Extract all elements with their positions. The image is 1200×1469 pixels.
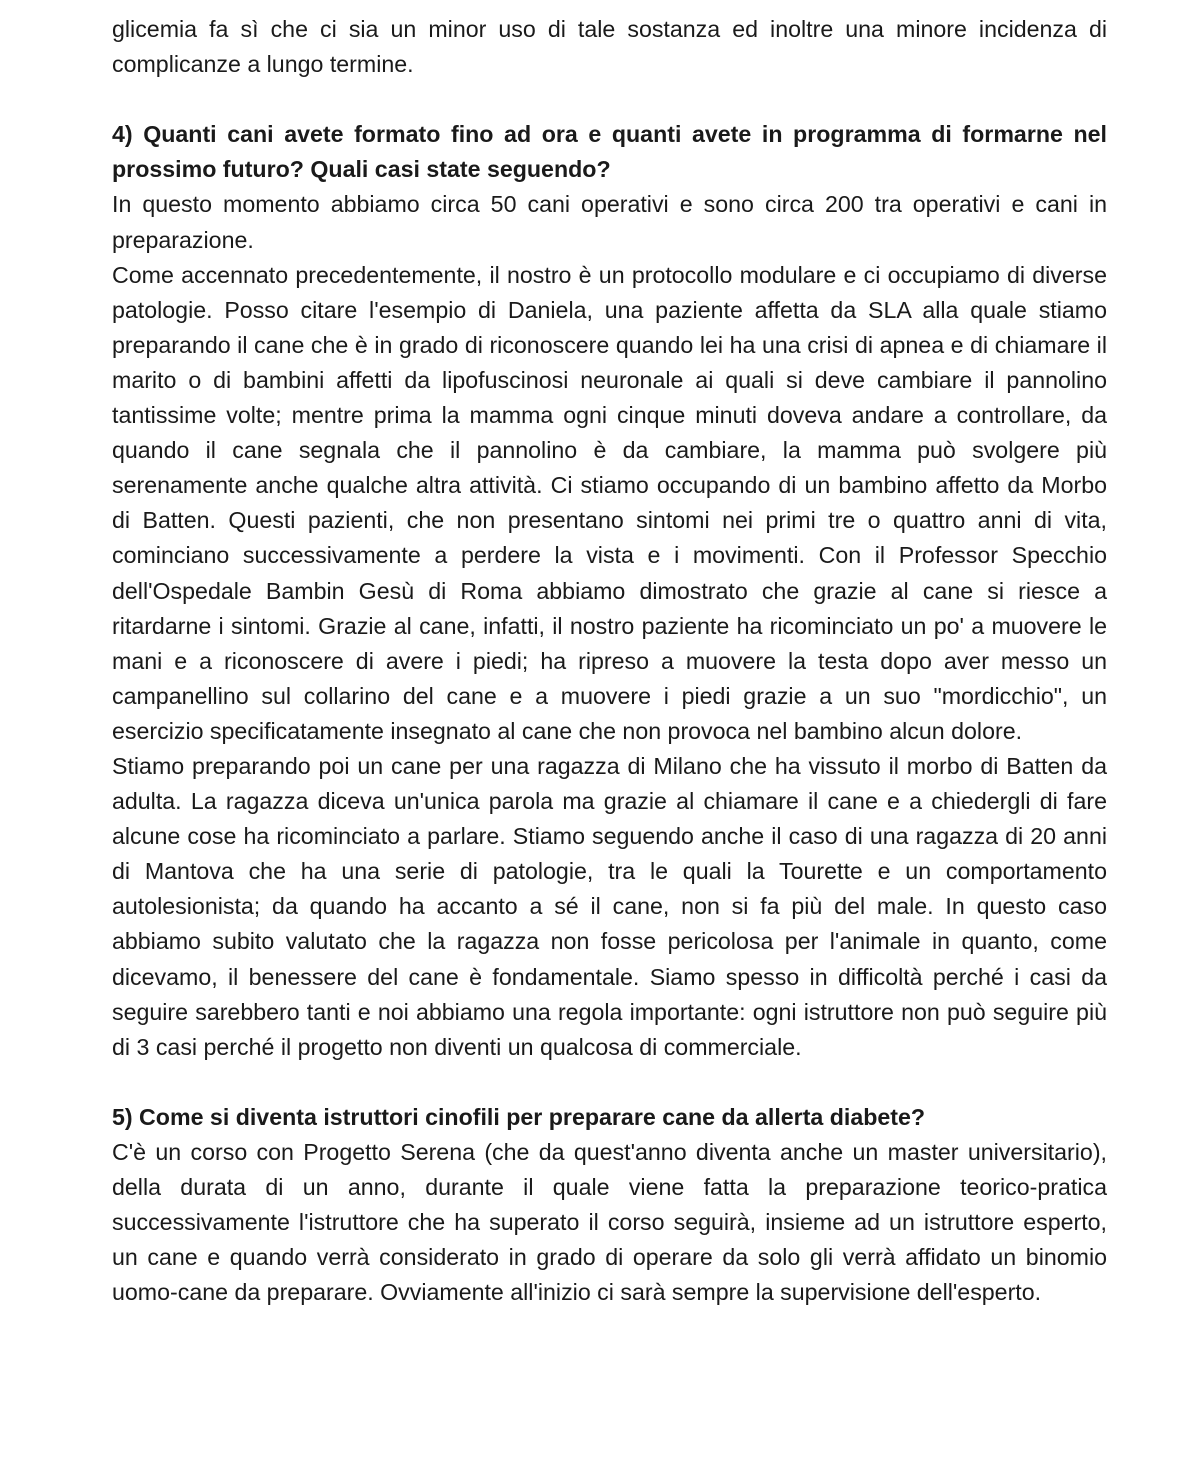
answer-4-paragraph-1: In questo momento abbiamo circa 50 cani operativi e sono circa 200 tra operativi e cani in preparazione. [112, 191, 1107, 253]
answer-4-paragraph-2: Come accennato precedentemente, il nostro è un protocollo modulare e ci occupiamo di diverse patologie. Posso citare l'esempio di Daniela, una paziente affetta da SLA alla quale stiamo preparando il cane che è in grado di riconoscere quando lei ha una crisi di apnea e di chiamare il marito o di bambini affetti da lipofuscinosi neuronale ai quali si deve cambiare il pannolino tantissime volte; mentre prima la mamma ogni cinque minuti doveva andare a controllare, da quando il cane segnala che il pannolino è da cambiare, la mamma può svolgere più serenamente anche qualche altra attività. Ci stiamo occupando di un bambino affetto da Morbo di Batten. Questi pazienti, che non presentano sintomi nei primi tre o quattro anni di vita, cominciano successivamente a perdere la vista e i movimenti. Con il Professor Specchio dell'Ospedale Bambin Gesù di Roma abbiamo dimostrato che grazie al cane si riesce a ritardarne i sintomi. Grazie al cane, infatti, il nostro paziente ha ricominciato un po' a muovere le mani e a riconoscere di avere i piedi; ha ripreso a muovere la testa dopo aver messo un campanellino sul collarino del cane e a muovere i piedi grazie a un suo "mordicchio", un esercizio specificatamente insegnato al cane che non provoca nel bambino alcun dolore. [112, 261, 1107, 744]
spacer [112, 82, 1107, 117]
spacer [112, 1065, 1107, 1100]
question-4-heading: 4) Quanti cani avete formato fino ad ora e quanti avete in programma di formarne nel prossimo futuro? Quali casi state seguendo? [112, 121, 1107, 183]
answer-4-paragraph-3: Stiamo preparando poi un cane per una ragazza di Milano che ha vissuto il morbo di Batten da adulta. La ragazza diceva un'unica parola ma grazie al chiamare il cane e a chiedergli di fare alcune cose ha ricominciato a parlare. Stiamo seguendo anche il caso di una ragazza di 20 anni di Mantova che ha una serie di patologie, tra le quali la Tourette e un comportamento autolesionista; da quando ha accanto a sé il cane, non si fa più del male. In questo caso abbiamo subito valutato che la ragazza non fosse pericolosa per l'animale in quanto, come dicevamo, il benessere del cane è fondamentale. Siamo spesso in difficoltà perché i casi da seguire sarebbero tanti e noi abbiamo una regola importante: ogni istruttore non può seguire più di 3 casi perché il progetto non diventi un qualcosa di commerciale. [112, 752, 1107, 1060]
question-5-heading: 5) Come si diventa istruttori cinofili per preparare cane da allerta diabete? [112, 1103, 926, 1130]
intro-paragraph: glicemia fa sì che ci sia un minor uso di tale sostanza ed inoltre una minore incidenza di complicanze a lungo termine. [112, 16, 1107, 78]
answer-5-paragraph: C'è un corso con Progetto Serena (che da quest'anno diventa anche un master universitario), della durata di un anno, durante il quale viene fatta la preparazione teorico-pratica successivamente l'istruttore che ha superato il corso seguirà, insieme ad un istruttore esperto, un cane e quando verrà considerato in grado di operare da solo gli verrà affidato un binomio uomo-cane da preparare. Ovviamente all'inizio ci sarà sempre la supervisione dell'esperto. [112, 1139, 1107, 1306]
document-page [112, 12, 1107, 1310]
